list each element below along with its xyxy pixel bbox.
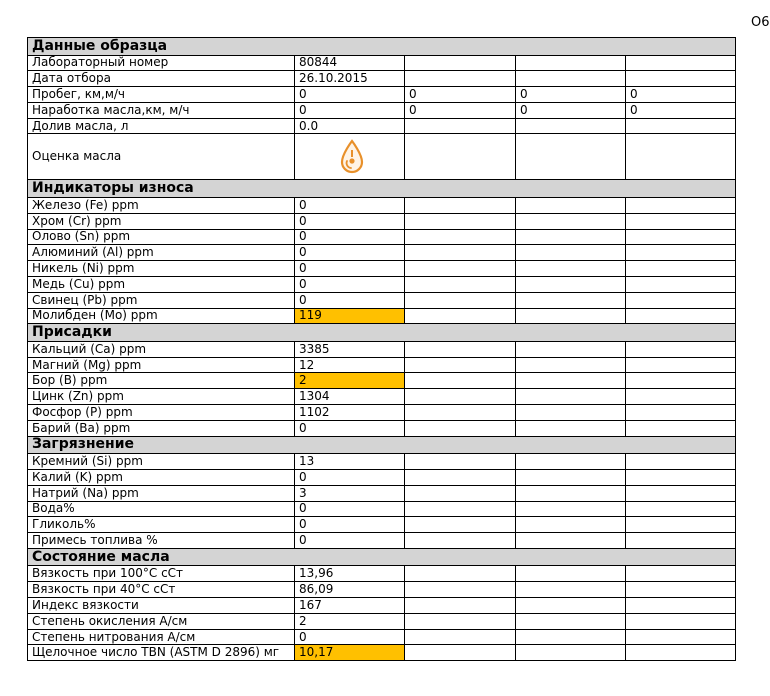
row-label: Дата отбора (28, 71, 295, 87)
table-row (28, 213, 736, 229)
empty-cell (405, 613, 516, 629)
row-value: 3 (295, 485, 405, 501)
row-label: Кальций (Ca) ppm (28, 341, 295, 357)
row-oil-topup (28, 118, 736, 134)
table-row (28, 341, 736, 357)
empty-cell (405, 454, 516, 470)
empty-cell (626, 501, 736, 517)
empty-cell (626, 55, 736, 71)
empty-cell (516, 613, 626, 629)
row-value: 0 (295, 469, 405, 485)
empty-cell (405, 118, 516, 134)
empty-cell (626, 598, 736, 614)
empty-cell (626, 613, 736, 629)
empty-cell (626, 245, 736, 261)
section-header-sample (28, 38, 736, 56)
oil-rating-cell (295, 134, 405, 180)
oil-drop-icon (339, 139, 365, 175)
row-oil-runtime (28, 102, 736, 118)
table-row (28, 308, 736, 324)
row-label: Медь (Cu) ppm (28, 276, 295, 292)
row-value: 167 (295, 598, 405, 614)
empty-cell (626, 118, 736, 134)
empty-cell (626, 517, 736, 533)
row-value: 3385 (295, 341, 405, 357)
row-value: 0 (295, 517, 405, 533)
row-label: Никель (Ni) ppm (28, 261, 295, 277)
row-label: Магний (Mg) ppm (28, 357, 295, 373)
section-header-wear (28, 180, 736, 198)
empty-cell (405, 420, 516, 436)
empty-cell (626, 213, 736, 229)
empty-cell (516, 197, 626, 213)
row-value: 0 (295, 629, 405, 645)
row-value: 0 (295, 197, 405, 213)
row-value: 0 (295, 229, 405, 245)
empty-cell (405, 71, 516, 87)
row-value: 0 (516, 87, 626, 103)
empty-cell (516, 276, 626, 292)
empty-cell (405, 229, 516, 245)
row-value: 0 (295, 102, 405, 118)
empty-cell (405, 517, 516, 533)
table-row (28, 485, 736, 501)
empty-cell (405, 582, 516, 598)
empty-cell (626, 645, 736, 661)
row-value: 10,17 (295, 645, 405, 661)
table-row (28, 292, 736, 308)
empty-cell (405, 308, 516, 324)
table-row (28, 420, 736, 436)
table-row (28, 533, 736, 549)
empty-cell (405, 405, 516, 421)
empty-cell (516, 582, 626, 598)
empty-cell (405, 389, 516, 405)
empty-cell (405, 501, 516, 517)
row-value: 13 (295, 454, 405, 470)
empty-cell (516, 71, 626, 87)
row-label: Оценка масла (28, 134, 295, 180)
table-row (28, 229, 736, 245)
row-label: Кремний (Si) ppm (28, 454, 295, 470)
table-row (28, 645, 736, 661)
row-value: 0 (295, 213, 405, 229)
empty-cell (516, 261, 626, 277)
row-value: 12 (295, 357, 405, 373)
table-row (28, 405, 736, 421)
row-value: 0 (405, 87, 516, 103)
row-label: Вязкость при 40°C сСт (28, 582, 295, 598)
table-row (28, 598, 736, 614)
row-value: 0 (295, 276, 405, 292)
empty-cell (626, 454, 736, 470)
empty-cell (516, 533, 626, 549)
empty-cell (626, 229, 736, 245)
row-value: 0 (295, 292, 405, 308)
empty-cell (626, 292, 736, 308)
empty-cell (516, 454, 626, 470)
empty-cell (626, 134, 736, 180)
row-label: Гликоль% (28, 517, 295, 533)
row-label: Алюминий (Al) ppm (28, 245, 295, 261)
empty-cell (405, 55, 516, 71)
row-label: Степень нитрования A/см (28, 629, 295, 645)
row-value: 0 (295, 261, 405, 277)
empty-cell (405, 357, 516, 373)
empty-cell (405, 341, 516, 357)
empty-cell (516, 134, 626, 180)
row-value: 0 (405, 102, 516, 118)
empty-cell (405, 245, 516, 261)
empty-cell (516, 292, 626, 308)
empty-cell (405, 292, 516, 308)
empty-cell (405, 566, 516, 582)
row-label: Натрий (Na) ppm (28, 485, 295, 501)
row-value: 0 (626, 102, 736, 118)
row-label: Барий (Ba) ppm (28, 420, 295, 436)
empty-cell (516, 389, 626, 405)
empty-cell (405, 469, 516, 485)
empty-cell (516, 405, 626, 421)
row-label: Свинец (Pb) ppm (28, 292, 295, 308)
empty-cell (516, 118, 626, 134)
empty-cell (626, 197, 736, 213)
row-sample-date (28, 71, 736, 87)
empty-cell (516, 308, 626, 324)
empty-cell (405, 134, 516, 180)
empty-cell (626, 629, 736, 645)
empty-cell (626, 71, 736, 87)
empty-cell (626, 533, 736, 549)
row-value: 1304 (295, 389, 405, 405)
row-label: Молибден (Mo) ppm (28, 308, 295, 324)
empty-cell (626, 389, 736, 405)
empty-cell (516, 420, 626, 436)
row-label: Долив масла, л (28, 118, 295, 134)
row-mileage (28, 87, 736, 103)
empty-cell (516, 373, 626, 389)
row-value: 0 (295, 87, 405, 103)
empty-cell (405, 197, 516, 213)
empty-cell (626, 261, 736, 277)
empty-cell (516, 598, 626, 614)
empty-cell (516, 341, 626, 357)
row-label: Лабораторный номер (28, 55, 295, 71)
table-row (28, 357, 736, 373)
row-value: 86,09 (295, 582, 405, 598)
table-row (28, 469, 736, 485)
section-header-additives (28, 324, 736, 342)
section-title: Присадки (28, 324, 736, 342)
table-row (28, 501, 736, 517)
empty-cell (516, 55, 626, 71)
row-value: 119 (295, 308, 405, 324)
row-label: Наработка масла,км, м/ч (28, 102, 295, 118)
table-row (28, 261, 736, 277)
empty-cell (405, 533, 516, 549)
row-value: 0 (516, 102, 626, 118)
row-oil-rating (28, 134, 736, 180)
table-row (28, 454, 736, 470)
table-row (28, 517, 736, 533)
empty-cell (516, 485, 626, 501)
row-value: 13,96 (295, 566, 405, 582)
section-title: Состояние масла (28, 548, 736, 566)
oil-analysis-table (27, 37, 736, 661)
row-value: 0 (295, 245, 405, 261)
empty-cell (405, 629, 516, 645)
empty-cell (516, 213, 626, 229)
row-label: Цинк (Zn) ppm (28, 389, 295, 405)
row-value: 26.10.2015 (295, 71, 405, 87)
row-label: Бор (B) ppm (28, 373, 295, 389)
row-label: Фосфор (P) ppm (28, 405, 295, 421)
empty-cell (405, 645, 516, 661)
empty-cell (626, 341, 736, 357)
table-row (28, 613, 736, 629)
empty-cell (626, 582, 736, 598)
row-lab-number (28, 55, 736, 71)
section-header-contamination (28, 436, 736, 454)
row-value: 1102 (295, 405, 405, 421)
table-row (28, 629, 736, 645)
section-title: Данные образца (28, 38, 736, 56)
row-value: 0 (626, 87, 736, 103)
empty-cell (405, 213, 516, 229)
row-value: 2 (295, 373, 405, 389)
row-label: Степень окисления A/см (28, 613, 295, 629)
empty-cell (405, 276, 516, 292)
empty-cell (405, 373, 516, 389)
empty-cell (626, 357, 736, 373)
table-row (28, 389, 736, 405)
table-row (28, 197, 736, 213)
row-label: Олово (Sn) ppm (28, 229, 295, 245)
empty-cell (516, 517, 626, 533)
row-label: Индекс вязкости (28, 598, 295, 614)
table-row (28, 566, 736, 582)
empty-cell (516, 469, 626, 485)
row-label: Щелочное число TBN (ASTM D 2896) мг (28, 645, 295, 661)
row-label: Железо (Fe) ppm (28, 197, 295, 213)
empty-cell (405, 485, 516, 501)
empty-cell (626, 405, 736, 421)
section-title: Загрязнение (28, 436, 736, 454)
table-row (28, 373, 736, 389)
row-value: 0.0 (295, 118, 405, 134)
table-row (28, 582, 736, 598)
row-value: 80844 (295, 55, 405, 71)
empty-cell (626, 276, 736, 292)
row-value: 0 (295, 501, 405, 517)
row-value: 2 (295, 613, 405, 629)
row-label: Хром (Cr) ppm (28, 213, 295, 229)
empty-cell (626, 566, 736, 582)
empty-cell (626, 420, 736, 436)
empty-cell (516, 629, 626, 645)
row-label: Калий (K) ppm (28, 469, 295, 485)
row-label: Пробег, км,м/ч (28, 87, 295, 103)
table-row (28, 245, 736, 261)
row-label: Примесь топлива % (28, 533, 295, 549)
empty-cell (626, 308, 736, 324)
empty-cell (516, 229, 626, 245)
row-label: Вязкость при 100°C сСт (28, 566, 295, 582)
empty-cell (516, 501, 626, 517)
section-title: Индикаторы износа (28, 180, 736, 198)
empty-cell (405, 261, 516, 277)
empty-cell (626, 469, 736, 485)
empty-cell (626, 373, 736, 389)
section-header-condition (28, 548, 736, 566)
empty-cell (516, 566, 626, 582)
empty-cell (516, 245, 626, 261)
row-label: Вода% (28, 501, 295, 517)
table-row (28, 276, 736, 292)
row-value: 0 (295, 420, 405, 436)
empty-cell (626, 485, 736, 501)
empty-cell (405, 598, 516, 614)
page-corner-text: О6 (751, 15, 770, 30)
row-value: 0 (295, 533, 405, 549)
empty-cell (516, 357, 626, 373)
empty-cell (516, 645, 626, 661)
